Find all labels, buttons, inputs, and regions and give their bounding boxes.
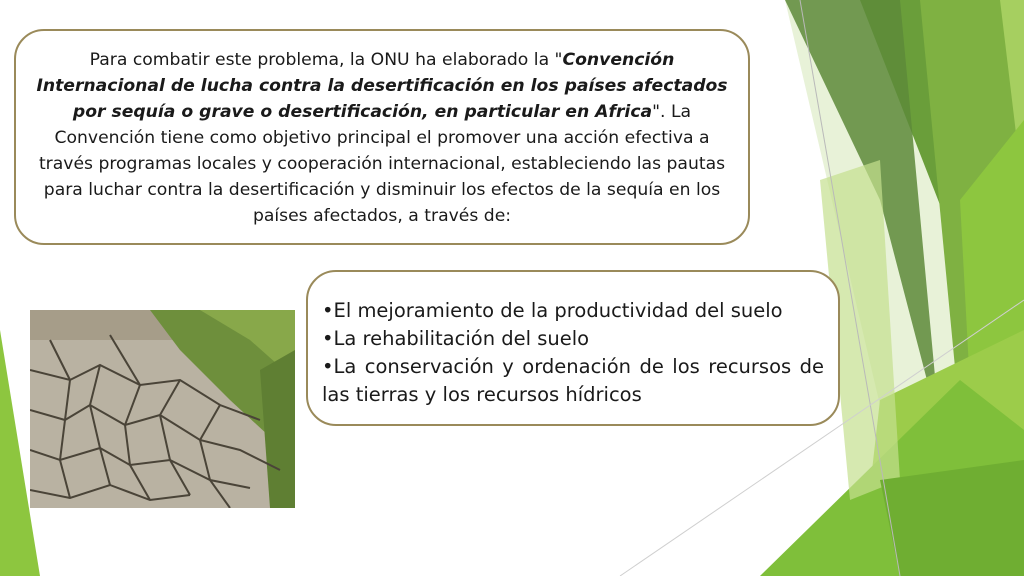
intro-text-part-2: ". La Convención tiene como objetivo principal el promover una acción efectiva a través programas locales y cooperación internacional, estableciendo las pautas para luchar contra la desertificación y disminuir los efectos de la sequía en los países afectados, a través de: [38, 102, 726, 226]
deco-facet [880, 460, 1024, 576]
convention-name: Convención Internacional de lucha contra la desertificación en los países afectados por sequía o grave o desertificación, en particular en Africa [36, 50, 728, 122]
intro-text-box [14, 29, 750, 245]
measures-box [306, 270, 840, 426]
measure-item: •La rehabilitación del suelo [322, 327, 590, 350]
measure-item: •El mejoramiento de la productividad del suelo [322, 299, 783, 322]
measure-item: •La conservación y ordenación de los recursos de las tierras y los recursos hídricos [322, 355, 824, 406]
cracked-earth-photo [30, 310, 295, 508]
intro-text-part-1: Para combatir este problema, la ONU ha elaborado la " [89, 50, 563, 70]
